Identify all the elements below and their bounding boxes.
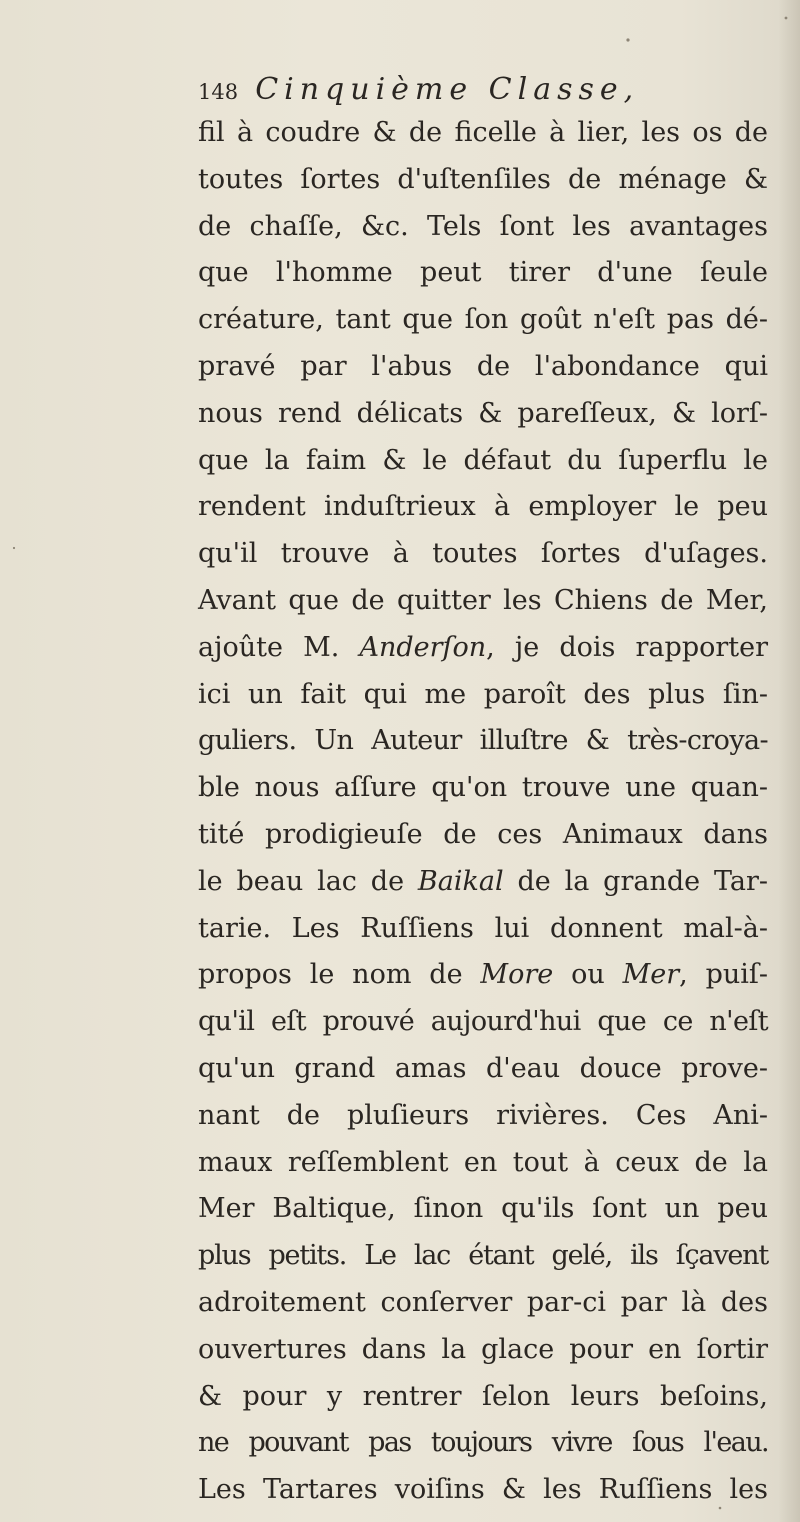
text-line: pravé par l'abus de l'abondance qui [198, 350, 768, 382]
text-line: Mer Baltique, ſinon qu'ils ſont un peu [198, 1193, 768, 1225]
text-line: toutes ſortes d'uſtenſiles de ménage & [198, 163, 768, 195]
running-title: Cinquième Classe, [255, 72, 640, 107]
text-line: ici un fait qui me paroît des plus ſin- [198, 678, 768, 710]
text-line [198, 952, 768, 999]
text-line: plus petits. Le lac étant gelé, ils ſçavent [198, 1240, 768, 1272]
text-line: ble nous aſſure qu'on trouve une quan- [198, 772, 768, 804]
text-line: fil à coudre & de ficelle à lier, les os de [198, 117, 768, 148]
text-line: qu'il trouve à toutes ſortes d'uſages. [198, 538, 768, 570]
text-line: rendent induſtrieux à employer le peu [198, 491, 768, 523]
text-line: de chaſſe, &c. Tels ſont les avantages [198, 210, 768, 242]
text-segment: propos le nom de [198, 959, 481, 991]
page-number: 148 [198, 80, 239, 104]
text-segment: , je dois rapporter [486, 631, 768, 663]
text-segment: ajoûte M. [198, 631, 360, 663]
text-segment: , puiſ- [679, 959, 768, 991]
text-line [198, 859, 768, 906]
text-line: que l'homme peut tirer d'une ſeule [198, 257, 768, 289]
text-line: ne pouvant pas toujours vivre ſous l'eau. [198, 1427, 768, 1459]
italic-name: More [480, 959, 554, 991]
text-line: tarie. Les Ruſſiens lui donnent mal-à- [198, 912, 768, 944]
italic-name: Mer [622, 959, 680, 991]
text-line: & pour y rentrer ſelon leurs beſoins, [198, 1380, 768, 1412]
text-line: que la faim & le défaut du ſuperflu le [198, 444, 768, 476]
text-segment: de la grande Tar- [503, 865, 768, 897]
text-line: guliers. Un Auteur illuſtre & très-croya- [198, 725, 768, 757]
text-line: ouvertures dans la glace pour en ſortir [198, 1333, 768, 1365]
text-line: maux reſſemblent en tout à ceux de la [198, 1146, 768, 1178]
text-segment: ou [553, 959, 623, 991]
text-line: tité prodigieuſe de ces Animaux dans [198, 818, 768, 850]
italic-name: Baikal [417, 865, 504, 897]
body-text [198, 110, 768, 1514]
text-line: adroitement conſerver par-ci par là des [198, 1286, 768, 1318]
text-line: Les Tartares voiſins & les Ruſſiens les [198, 1474, 768, 1506]
text-line: qu'il eſt prouvé aujourd'hui que ce n'eſt [198, 1006, 768, 1038]
text-segment: le beau lac de [198, 865, 418, 897]
page-edge-shadow [778, 0, 800, 1522]
text-line: qu'un grand amas d'eau douce prove- [198, 1052, 768, 1084]
text-line [198, 625, 768, 672]
text-line: nous rend délicats & pareſſeux, & lorſ- [198, 397, 768, 429]
text-line: créature, tant que ſon goût n'eſt pas dé- [198, 304, 768, 336]
italic-name: Anderſon [359, 631, 487, 663]
text-line: Avant que de quitter les Chiens de Mer, [198, 584, 768, 616]
text-line: nant de pluſieurs rivières. Ces Ani- [198, 1099, 768, 1131]
